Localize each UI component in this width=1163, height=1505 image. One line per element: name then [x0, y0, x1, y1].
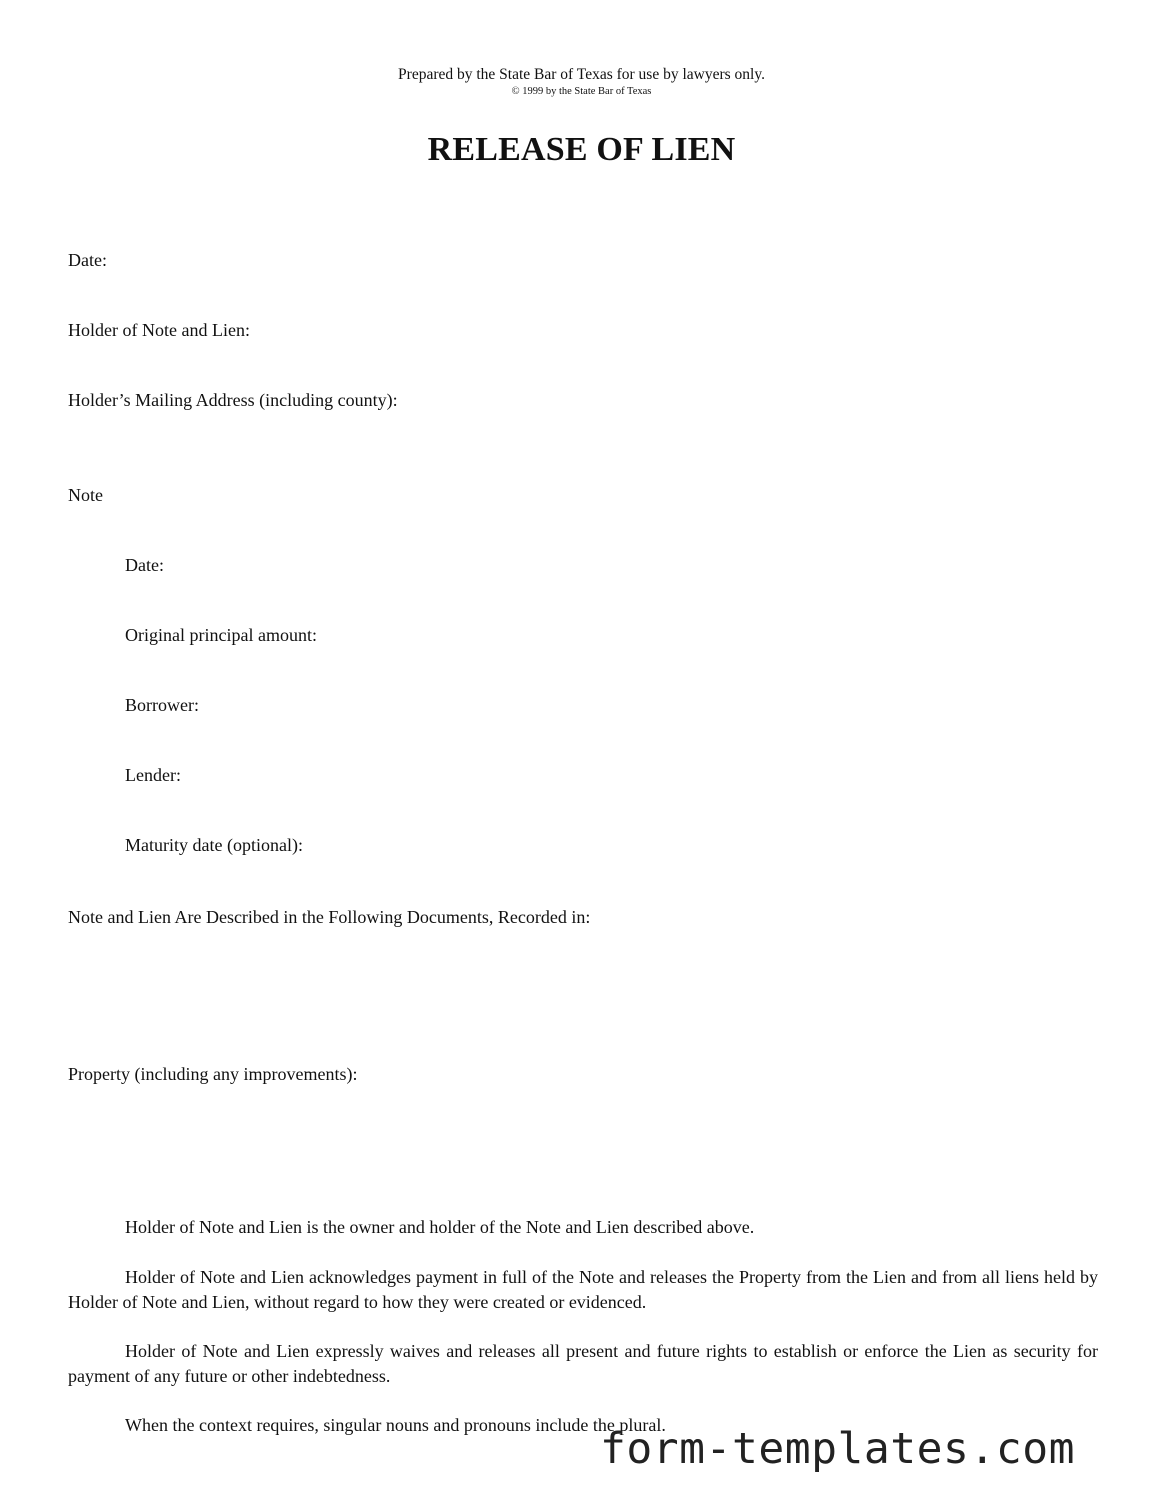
date-label: Date:	[68, 250, 107, 270]
maturity-date-label: Maturity date (optional):	[125, 835, 303, 855]
borrower-label: Borrower:	[125, 695, 199, 715]
copyright-notice: © 1999 by the State Bar of Texas	[511, 86, 652, 97]
original-principal-label: Original principal amount:	[125, 625, 317, 645]
plural-context-paragraph: When the context requires, singular nouns and pronouns include the plural.	[125, 1415, 666, 1435]
lender-label: Lender:	[125, 765, 181, 785]
holder-address-label: Holder’s Mailing Address (including county):	[68, 390, 398, 410]
holder-label: Holder of Note and Lien:	[68, 320, 250, 340]
payment-release-paragraph: Holder of Note and Lien acknowledges payment in full of the Note and releases the Property from the Lien and from all liens held by Holder of Note and Lien, without regard to how they were created or evidenced.	[68, 1267, 1098, 1312]
note-date-label: Date:	[125, 555, 164, 575]
watermark: form-templates.com	[600, 1424, 1075, 1474]
document-title: RELEASE OF LIEN	[427, 131, 736, 168]
ownership-paragraph: Holder of Note and Lien is the owner and holder of the Note and Lien described above.	[125, 1217, 755, 1237]
property-label: Property (including any improvements):	[68, 1064, 358, 1084]
prepared-by-notice: Prepared by the State Bar of Texas for use by lawyers only.	[398, 66, 765, 83]
waiver-paragraph: Holder of Note and Lien expressly waives and releases all present and future rights to establish or enforce the Lien as security for payment of any future or other indebtedness.	[68, 1341, 1098, 1386]
note-heading: Note	[68, 485, 103, 505]
recorded-documents-label: Note and Lien Are Described in the Following Documents, Recorded in:	[68, 907, 591, 927]
